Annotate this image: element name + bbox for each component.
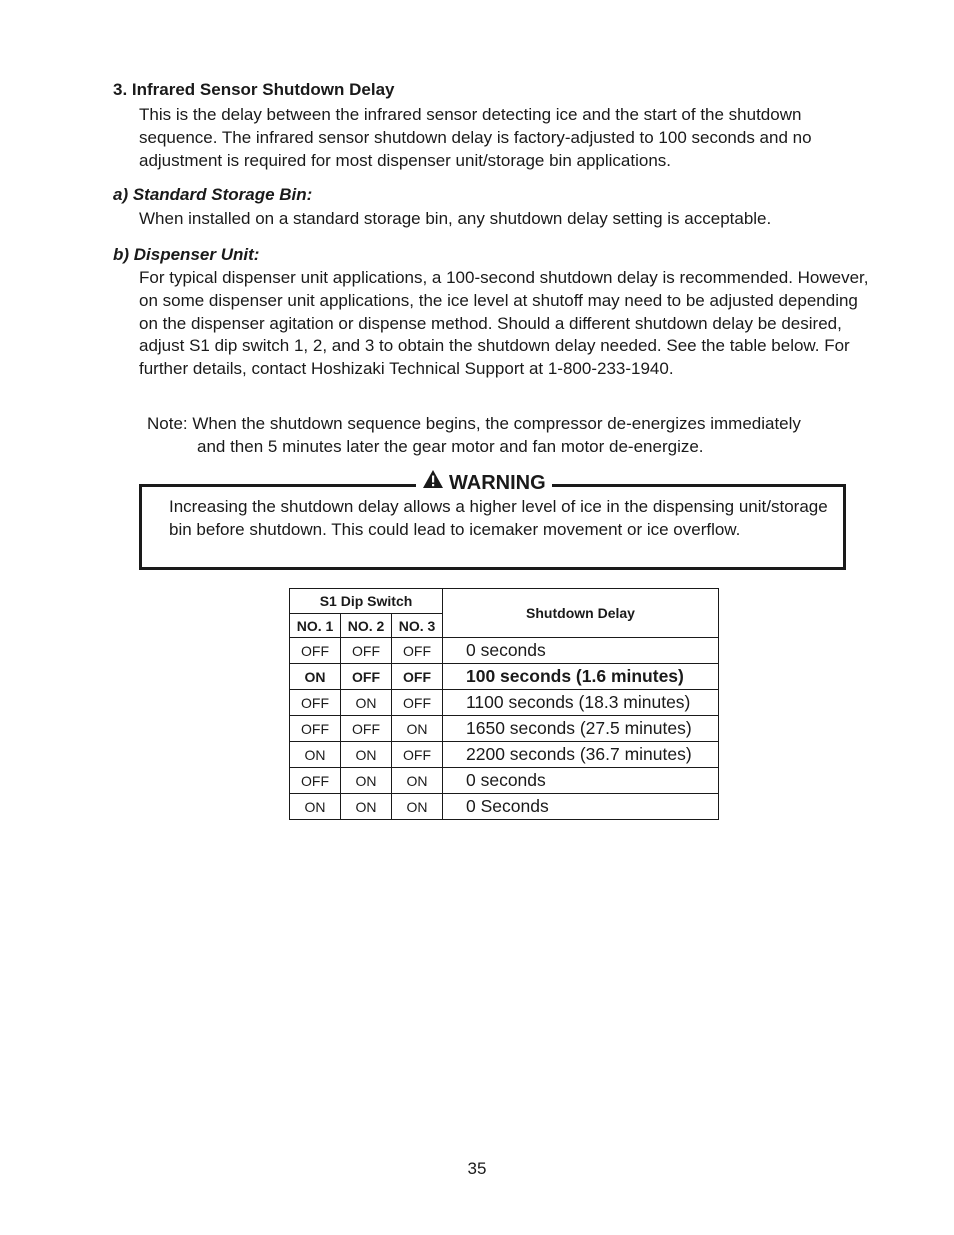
switch-1-cell: OFF: [290, 768, 341, 794]
dip-switch-table: [289, 588, 719, 820]
delay-cell: 1100 seconds (18.3 minutes): [443, 690, 719, 716]
switch-1-cell: ON: [290, 794, 341, 820]
column-header-no3: NO. 3: [392, 614, 443, 638]
switch-1-cell: ON: [290, 664, 341, 690]
column-header-no1: NO. 1: [290, 614, 341, 638]
switch-3-cell: ON: [392, 768, 443, 794]
switch-2-cell: OFF: [341, 664, 392, 690]
table-row: [290, 716, 719, 742]
note-line-2: and then 5 minutes later the gear motor and fan motor de-energize.: [197, 437, 704, 456]
shutdown-delay-header: Shutdown Delay: [443, 589, 719, 638]
table-row: [290, 768, 719, 794]
delay-cell: 100 seconds (1.6 minutes): [443, 664, 719, 690]
standard-storage-bin-heading: a) Standard Storage Bin:: [113, 185, 313, 204]
delay-cell: 1650 seconds (27.5 minutes): [443, 716, 719, 742]
standard-storage-bin-text: When installed on a standard storage bin, any shutdown delay setting is acceptable.: [139, 209, 772, 228]
switch-3-cell: OFF: [392, 638, 443, 664]
dispenser-unit-heading: b) Dispenser Unit:: [113, 245, 260, 264]
switch-2-cell: ON: [341, 794, 392, 820]
warning-triangle-icon: [422, 469, 444, 497]
switch-3-cell: ON: [392, 716, 443, 742]
table-row: [290, 690, 719, 716]
switch-2-cell: ON: [341, 768, 392, 794]
dispenser-unit-text: For typical dispenser unit applications, a 100-second shutdown delay is recommended. However, on some dispenser unit applications, the ice level at shutoff may need to be adjusted depending on the dispenser agitation or dispense method. Should a different shutdown delay be desired, adjust S1 dip switch 1, 2, and 3 to obtain the shutdown delay needed. See the table below. For further details, contact Hoshizaki Technical Support at 1-800-233-1940.: [139, 268, 869, 379]
switch-2-cell: OFF: [341, 638, 392, 664]
switch-3-cell: OFF: [392, 690, 443, 716]
switch-1-cell: OFF: [290, 638, 341, 664]
switch-1-cell: OFF: [290, 716, 341, 742]
intro-paragraph: This is the delay between the infrared sensor detecting ice and the start of the shutdown sequence. The infrared sensor shutdown delay is factory-adjusted to 100 seconds and no adjustment is required for most dispenser unit/storage bin applications.: [139, 105, 812, 170]
column-header-no2: NO. 2: [341, 614, 392, 638]
delay-cell: 2200 seconds (36.7 minutes): [443, 742, 719, 768]
switch-2-cell: ON: [341, 742, 392, 768]
table-row: [290, 638, 719, 664]
warning-title-text: WARNING: [449, 472, 546, 494]
warning-title: [416, 469, 552, 497]
delay-cell: 0 seconds: [443, 638, 719, 664]
warning-text: Increasing the shutdown delay allows a higher level of ice in the dispensing unit/storage bin before shutdown. This could lead to icemaker movement or ice overflow.: [169, 497, 828, 539]
table-row: [290, 794, 719, 820]
switch-3-cell: ON: [392, 794, 443, 820]
dip-switch-group-header: S1 Dip Switch: [290, 589, 443, 614]
switch-1-cell: ON: [290, 742, 341, 768]
switch-2-cell: OFF: [341, 716, 392, 742]
page-number: 35: [467, 1159, 487, 1178]
delay-cell: 0 seconds: [443, 768, 719, 794]
switch-1-cell: OFF: [290, 690, 341, 716]
section-heading: 3. Infrared Sensor Shutdown Delay: [113, 80, 395, 99]
delay-cell: 0 Seconds: [443, 794, 719, 820]
table-row: [290, 664, 719, 690]
switch-3-cell: OFF: [392, 664, 443, 690]
switch-3-cell: OFF: [392, 742, 443, 768]
switch-2-cell: ON: [341, 690, 392, 716]
table-row: [290, 742, 719, 768]
note-line-1: Note: When the shutdown sequence begins, the compressor de-energizes immediately: [147, 414, 801, 433]
